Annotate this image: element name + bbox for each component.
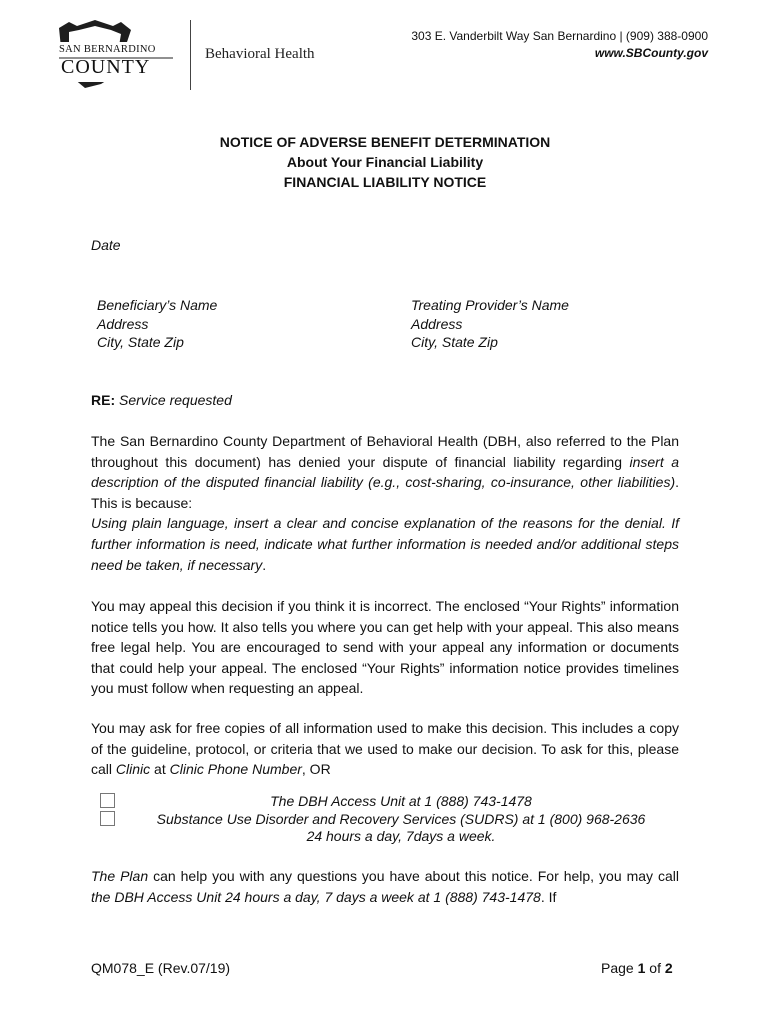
county-logo xyxy=(55,18,195,93)
page-current: 1 xyxy=(637,960,646,976)
p3-text-e: , OR xyxy=(301,761,331,778)
contact-sudrs: Substance Use Disorder and Recovery Services (SUDRS) at 1 (800) 968-2636 xyxy=(156,810,646,827)
beneficiary-address: Address xyxy=(97,315,149,332)
provider-city: City, State Zip xyxy=(411,334,498,350)
beneficiary-name: Beneficiary’s Name xyxy=(97,297,218,313)
p1-text-c: . This is because: xyxy=(91,474,679,511)
header-divider xyxy=(190,20,191,90)
re-line xyxy=(91,390,232,411)
provider-address-block xyxy=(411,296,569,352)
form-id: QM078_E (Rev.07/19) xyxy=(91,960,231,976)
page-total: 2 xyxy=(664,960,673,976)
notice-title xyxy=(0,132,770,192)
title-line-2: About Your Financial Liability xyxy=(286,154,484,170)
re-label: RE: xyxy=(91,392,116,408)
p4-plan: The Plan xyxy=(91,868,149,884)
logo-main-text: COUNTY xyxy=(61,56,151,78)
page-label: Page xyxy=(601,960,634,976)
p3-clinic-phone: Clinic Phone Number xyxy=(169,761,302,778)
provider-name: Treating Provider’s Name xyxy=(411,297,569,313)
p4-text-b: can help you with any questions you have about this notice. For help, you may call xyxy=(148,868,679,884)
of-label: of xyxy=(649,960,661,976)
help-paragraph xyxy=(91,866,679,907)
denial-paragraph xyxy=(91,431,679,575)
p1-reason-text: Using plain language, insert a clear and concise explanation of the reasons for the denial. If further information is need, indicate what further information is needed and/or additional steps need be taken, if necessary xyxy=(91,515,679,573)
contact-hours: 24 hours a day, 7days a week. xyxy=(306,828,496,844)
title-line-3: FINANCIAL LIABILITY NOTICE xyxy=(283,174,487,190)
p3-text-a: You may ask for free copies of all information used to make this decision. This includes a copy of the guideline, protocol, or criteria that we used to make our decision. To ask for this, please call xyxy=(91,720,679,778)
p1-text-e: . xyxy=(262,556,267,573)
re-value: Service requested xyxy=(119,392,232,408)
department-name: Behavioral Health xyxy=(205,46,315,62)
p3-text-c: at xyxy=(150,761,170,778)
header-website[interactable]: www.SBCounty.gov xyxy=(594,46,708,60)
p4-text-d: . If xyxy=(540,888,557,905)
title-line-1: NOTICE OF ADVERSE BENEFIT DETERMINATION xyxy=(219,134,551,150)
p4-access-unit: the DBH Access Unit 24 hours a day, 7 days a week at 1 (888) 743-1478 xyxy=(91,888,541,905)
p1-liability-description: insert a description of the disputed financial liability (e.g., cost-sharing, co-insurance, other liabilities) xyxy=(91,453,679,491)
p1-text-a: The San Bernardino County Department of Behavioral Health (DBH, also referred to the Plan throughout this document) has denied your dispute of financial liability regarding xyxy=(91,433,679,470)
date-field: Date xyxy=(91,237,121,253)
logo-top-text: SAN BERNARDINO xyxy=(59,44,156,55)
p3-clinic: Clinic xyxy=(115,761,151,778)
page-number xyxy=(601,960,673,976)
contact-options xyxy=(91,793,711,846)
beneficiary-address-block xyxy=(97,296,217,352)
appeal-paragraph: You may appeal this decision if you think it is incorrect. The enclosed “Your Rights” information notice tells you how. It also tells you where you can get help with your appeal. This also means free legal help. You are encouraged to send with your appeal any information or documents that could help your appeal. The enclosed “Your Rights” information notice provides timelines you must follow when requesting an appeal. xyxy=(91,598,679,697)
beneficiary-city: City, State Zip xyxy=(97,334,184,350)
header-address: 303 E. Vanderbilt Way San Bernardino | (909) 388-0900 xyxy=(411,29,708,43)
header-contact xyxy=(411,28,708,62)
contact-dbh-access: The DBH Access Unit at 1 (888) 743-1478 xyxy=(270,793,532,809)
copies-paragraph xyxy=(91,718,679,780)
provider-address: Address xyxy=(411,315,463,332)
